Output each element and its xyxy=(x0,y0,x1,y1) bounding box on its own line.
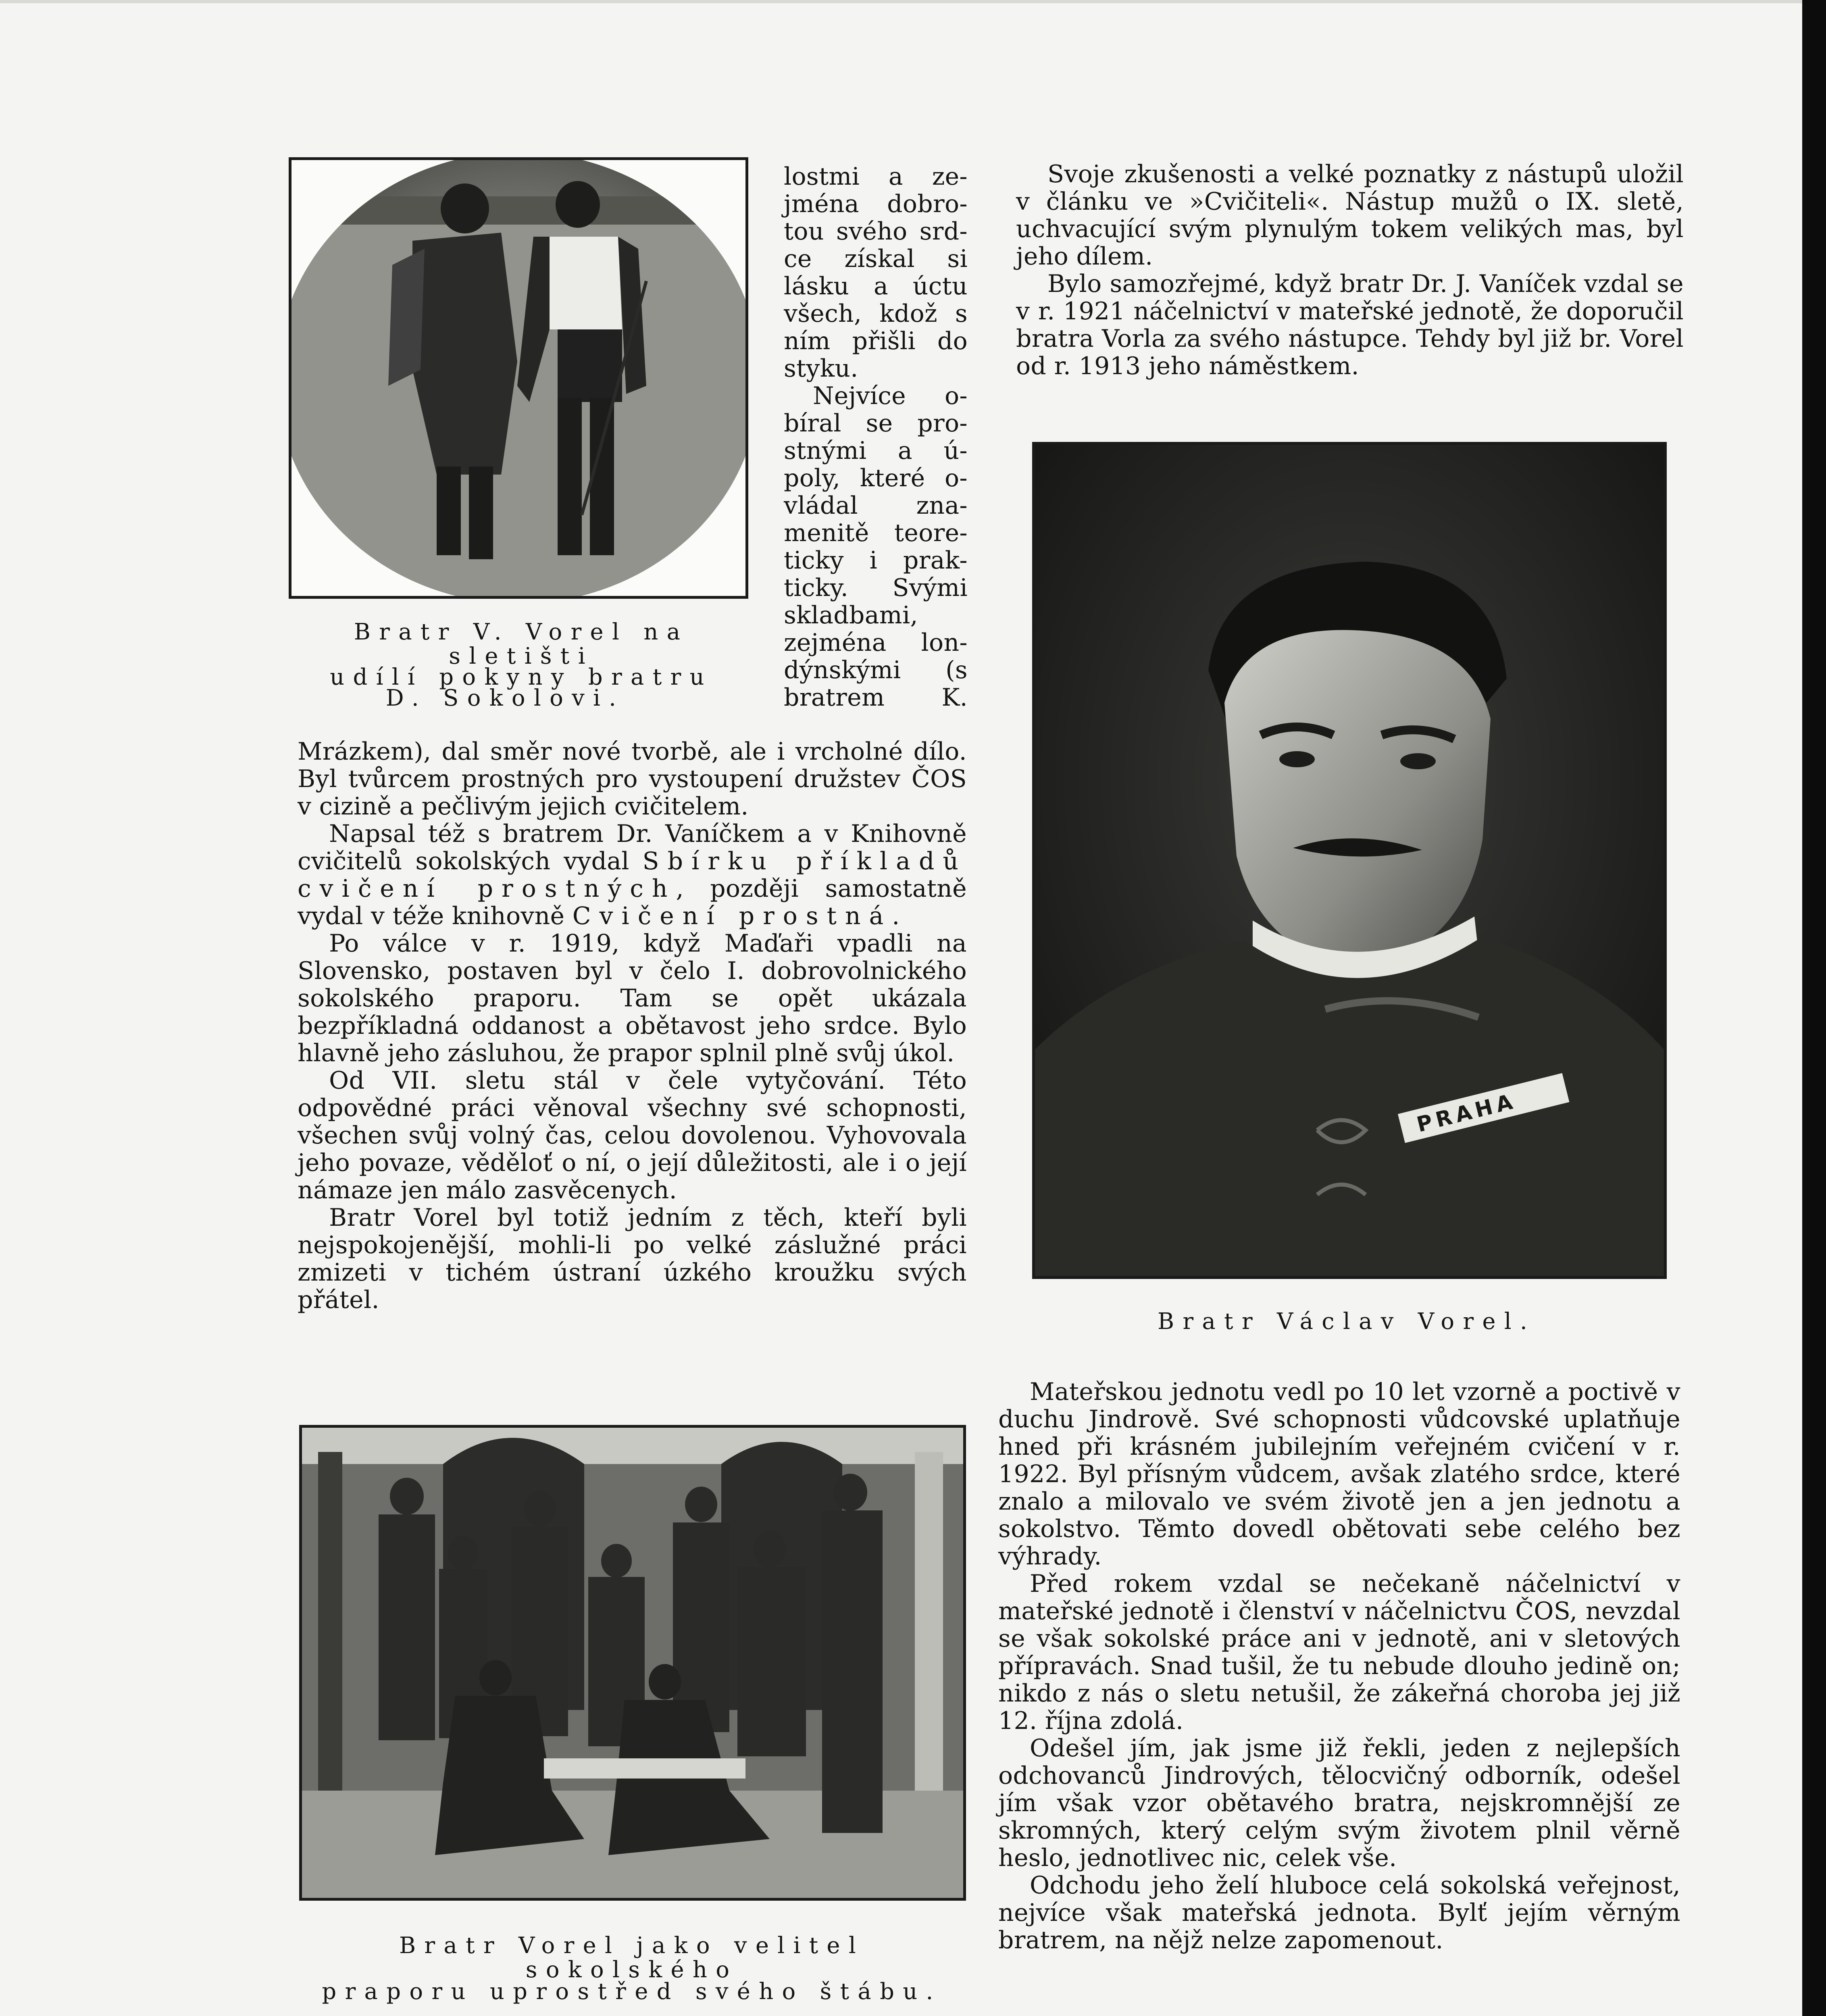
paragraph: Odešel jím, jak jsme již řekli, jeden z nejlepších odchovanců Jindrových, tělocvičný odborník, odešel jím však vzor obětavého bratra, nejskromnější ze skromných, který celým svým životem plnil věrně heslo, jednotlivec nic, celek vše. xyxy=(998,1734,1680,1872)
paragraph: Odchodu jeho želí hluboce celá sokolská veřejnost, nejvíce však mateřská jednota. Bylť jejím věrným bratrem, na nějž nelze zapomenout. xyxy=(998,1871,1680,1954)
paragraph: Po válce v r. 1919, když Maďaři vpadli na Slovensko, postaven byl v čelo I. dobrovolnického sokolského praporu. Tam se opět ukázala bezpříkladná oddanost a obětavost jeho srdce. Bylo hlavně jeho zásluhou, že prapor splnil plně svůj úkol. xyxy=(298,929,967,1067)
paragraph: Bratr Vorel byl totiž jedním z těch, kteří byli nejspokojenější, mohli-li po velké záslužné práci zmizeti v tichém ústraní úzkého kroužku svých přátel. xyxy=(298,1204,967,1314)
photo-sletiste xyxy=(289,157,748,599)
right-column-top-text xyxy=(1016,160,1684,380)
narrow-line: styku. xyxy=(784,354,858,383)
narrow-column-text xyxy=(784,163,968,711)
narrow-line: Nejvíce o- xyxy=(813,382,968,410)
narrow-lines xyxy=(784,163,968,711)
narrow-line: dýnskými (s xyxy=(784,656,968,684)
narrow-line: bíral se pro- xyxy=(784,409,968,437)
paragraph: Bylo samozřejmé, když bratr Dr. J. Vaníček vzdal se v r. 1921 náčelnictví v mateřské jednotě, že doporučil bratra Vorla za svého nástupce. Tehdy byl již br. Vorel od r. 1913 jeho náměstkem. xyxy=(1016,270,1684,380)
photo-sletiste-image xyxy=(291,160,745,596)
narrow-line: ticky. Svými xyxy=(784,574,968,602)
text-span: Napsal též s bratrem Dr. Vaníčkem a v Knihovně cvičitelů sokolských vydal xyxy=(298,820,967,875)
scan-edge-right xyxy=(1802,0,1826,2016)
narrow-line: ticky i prak- xyxy=(784,546,968,575)
paragraph: Před rokem vzdal se nečekaně náčelnictví v mateřské jednotě i členství v náčelnictvu ČOS, nevzdal se však sokolské práce ani v jednotě, ani v sletových přípravách. Snad tušil, že tu nebude dlouho jedině on; nikdo z nás o sletu netušil, že zákeřná choroba jej již 12. října zdolá. xyxy=(998,1570,1680,1735)
narrow-line: bratrem K. xyxy=(784,683,968,712)
narrow-line: menitě teore- xyxy=(784,519,968,547)
book-title: Sbírku příkladů cvičení prostných xyxy=(298,847,967,903)
paragraph: Mateřskou jednotu vedl po 10 let vzorně a poctivě v duchu Jindrově. Své schopnosti vůdcovské uplatňuje hned při krásném jubilejním veřejném cvičení v r. 1922. Byl přísným vůdcem, avšak zlatého srdce, které znalo a milovalo ve svém životě jen a jen jednotu a sokolstvo. Těmto dovedl obětovati sebe celého bez výhrady. xyxy=(998,1378,1680,1570)
narrow-line: vládal zna- xyxy=(784,492,968,520)
right-column-bottom-text xyxy=(998,1378,1680,1954)
caption-line: Bratr V. Vorel na sletišti xyxy=(354,619,689,669)
narrow-line: lostmi a ze- xyxy=(784,162,968,191)
text-span: , později samostatně vydal v téže knihovně xyxy=(298,875,967,930)
narrow-line: ce získal si xyxy=(784,245,968,273)
photo-staff-group-caption xyxy=(299,1934,964,2004)
text-span: . xyxy=(892,902,900,930)
narrow-line: všech, kdož s xyxy=(784,300,968,328)
paragraph xyxy=(298,820,967,930)
narrow-line: ním přišli do xyxy=(784,327,968,355)
caption-line: Bratr Václav Vorel. xyxy=(1157,1308,1536,1335)
caption-line: udílí pokyny bratru xyxy=(330,664,713,690)
left-column-text xyxy=(298,738,967,1314)
paragraph: Mrázkem), dal směr nové tvorbě, ale i vrcholné dílo. Byl tvůrcem prostných pro vystoupení družstev ČOS v cizině a pečlivým jejich cvičitelem. xyxy=(298,737,967,821)
paragraph: Od VII. sletu stál v čele vytyčování. Této odpovědné práci věnoval všechny své schopnosti, všechen svůj volný čas, celou dovolenou. Vyhovovala jeho povaze, věděloť o ní, o její důležitosti, ale i o její námaze jen málo zasvěcenych. xyxy=(298,1066,967,1204)
caption-line: Bratr Vorel jako velitel sokolského xyxy=(399,1933,865,1983)
paragraph: Svoje zkušenosti a velké poznatky z nástupů uložil v článku ve »Cvičiteli«. Nástup mužů o IX. sletě, uchvacující svým plynulým tokem velikých mas, byl jeho dílem. xyxy=(1016,160,1684,271)
badge-text: PRAHA xyxy=(1414,1089,1519,1137)
narrow-line: poly, které o- xyxy=(784,464,968,492)
photo-portrait-vorel xyxy=(1032,442,1667,1279)
photo-sletiste-caption xyxy=(289,620,753,710)
narrow-line: tou svého srd- xyxy=(784,217,968,246)
photo-portrait-caption xyxy=(1032,1310,1661,1334)
scan-edge-top xyxy=(0,0,1826,3)
photo-staff-group-image xyxy=(302,1428,963,1898)
narrow-line: skladbami, xyxy=(784,601,918,629)
book-title: Cvičení prostná xyxy=(572,902,892,930)
narrow-line: stnými a ú- xyxy=(784,437,968,465)
narrow-line: lásku a úctu xyxy=(784,272,968,300)
caption-line: D. Sokolovi. xyxy=(385,685,625,711)
photo-portrait-image xyxy=(1035,445,1664,1276)
narrow-line: jména dobro- xyxy=(784,190,968,218)
photo-staff-group xyxy=(299,1425,966,1901)
caption-line: praporu uprostřed svého štábu. xyxy=(322,1979,942,2005)
narrow-line: zejména lon- xyxy=(784,629,968,657)
